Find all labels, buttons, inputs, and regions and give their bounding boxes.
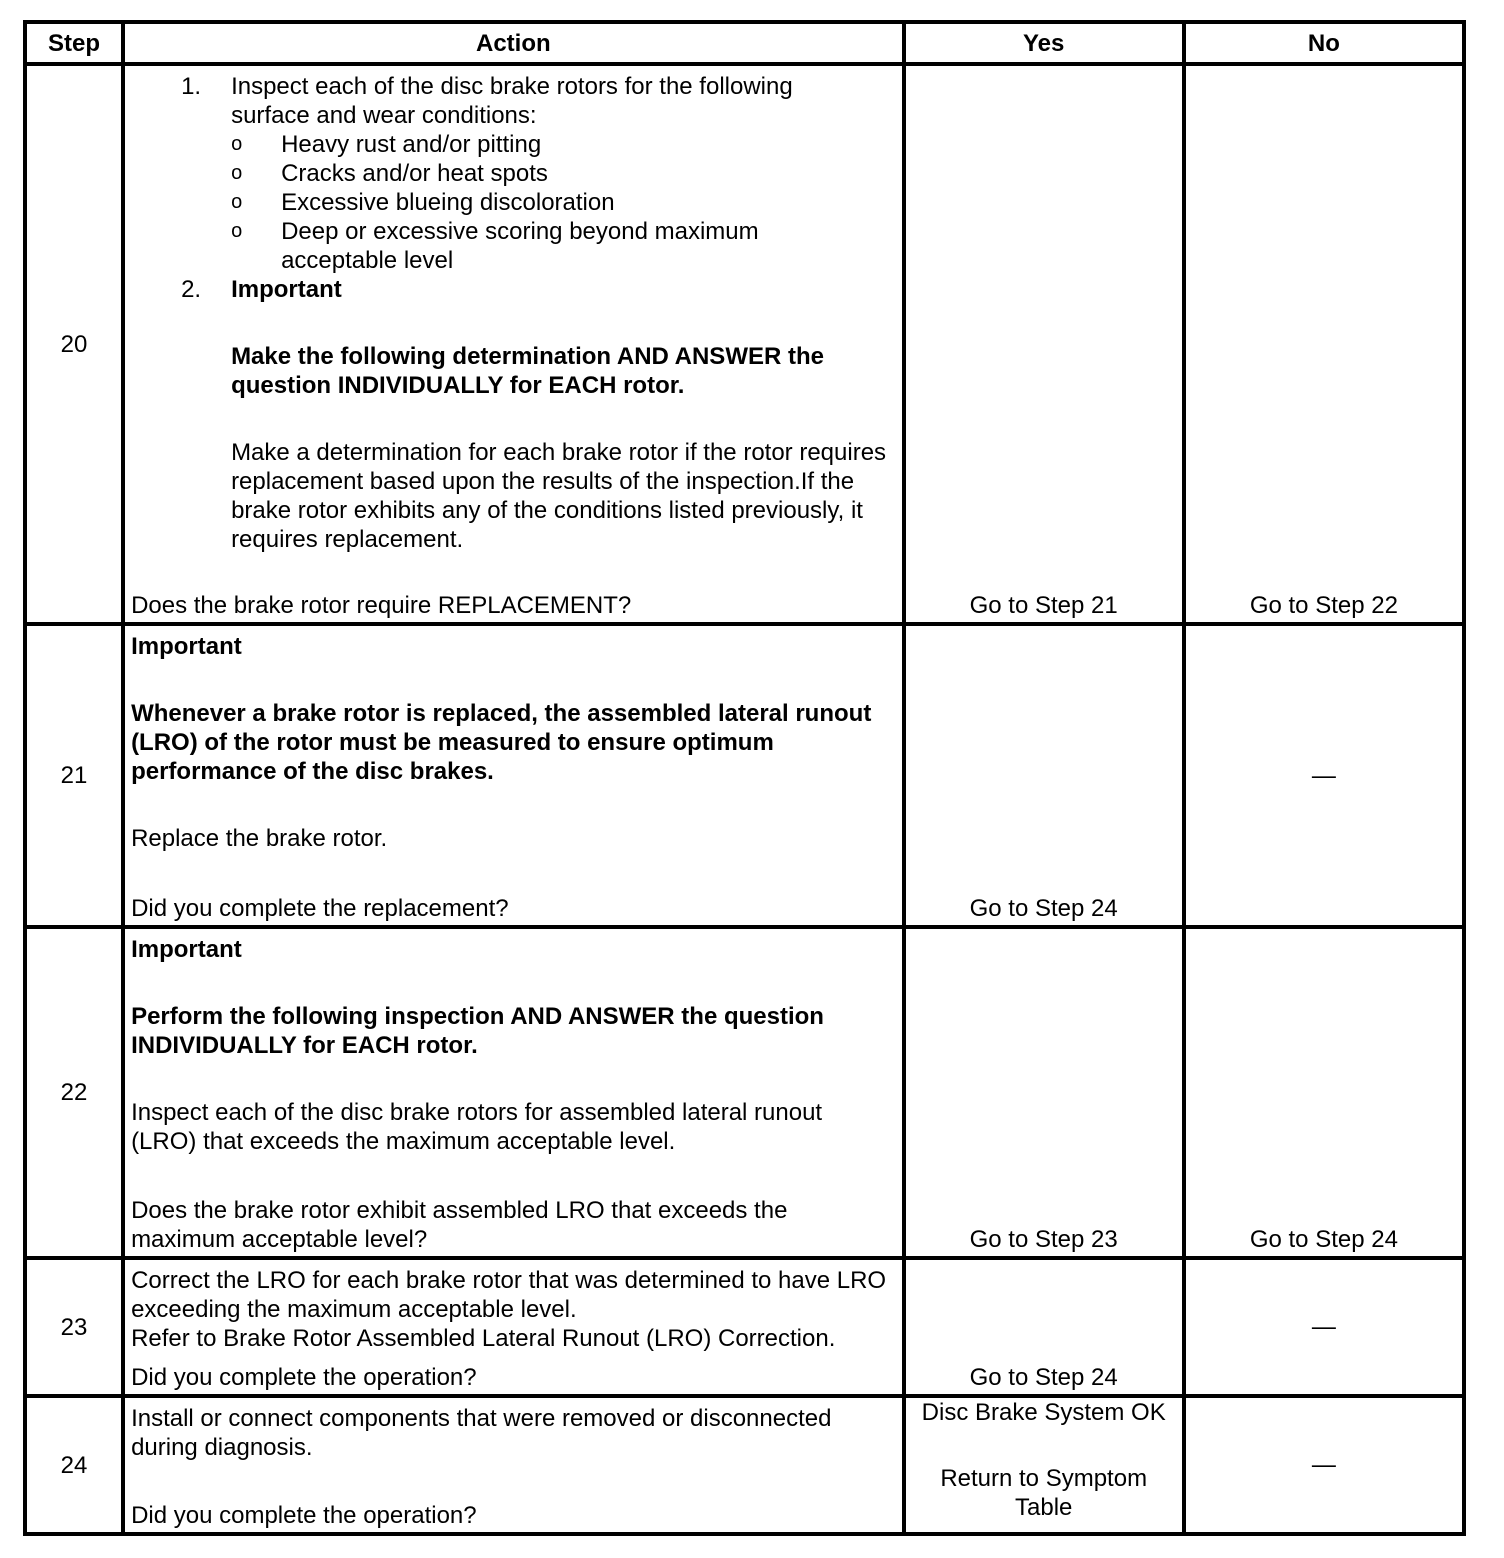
list-number: 1. — [181, 73, 202, 100]
yes-cell — [904, 1396, 1184, 1534]
no-result: Go to Step 24 — [1249, 1226, 1398, 1253]
yes-cell — [904, 927, 1184, 1258]
no-result: — — [1311, 1313, 1336, 1341]
header-action: Action — [123, 22, 904, 64]
reference-text: Refer to Brake Rotor Assembled Lateral Runout (LRO) Correction. — [131, 1325, 836, 1352]
instruction-text: Replace the brake rotor. — [131, 825, 388, 852]
instruction-text: Install or connect components that were removed or disconnected during diagnosis. — [131, 1405, 832, 1461]
list-item — [181, 72, 892, 130]
no-cell — [1184, 64, 1464, 624]
question-text: Did you complete the replacement? — [131, 895, 509, 922]
instruction-text: Make a determination for each brake rotor if the rotor requires replacement based upon the results of the inspection.If the brake rotor exhibits any of the conditions listed previously, it requires replacement. — [231, 439, 887, 553]
list-item — [231, 217, 892, 275]
bullet-marker: o — [231, 162, 243, 184]
important-note: Whenever a brake rotor is replaced, the assembled lateral runout (LRO) of the rotor must be measured to ensure optimum performance of the disc brakes. — [131, 700, 872, 785]
no-cell — [1184, 624, 1464, 927]
header-step: Step — [25, 22, 123, 64]
step-number: 20 — [25, 64, 123, 624]
table-row — [25, 1258, 1464, 1396]
bullet-text: Heavy rust and/or pitting — [281, 131, 542, 158]
table-row — [25, 927, 1464, 1258]
question-text: Does the brake rotor require REPLACEMENT? — [131, 592, 632, 619]
list-item — [231, 159, 892, 188]
numbered-list — [131, 275, 892, 304]
diagnostic-table — [23, 20, 1466, 1536]
question-text: Did you complete the operation? — [131, 1502, 477, 1529]
bullet-text: Excessive blueing discoloration — [281, 189, 615, 216]
yes-result: Go to Step 21 — [969, 592, 1118, 619]
no-cell — [1184, 927, 1464, 1258]
yes-result: Go to Step 24 — [969, 1364, 1118, 1391]
header-yes: Yes — [904, 22, 1184, 64]
question-text: Did you complete the operation? — [131, 1364, 477, 1391]
action-cell — [123, 927, 904, 1258]
question-text: Does the brake rotor exhibit assembled LRO that exceeds the maximum acceptable level? — [131, 1197, 788, 1253]
important-label: Important — [231, 276, 342, 303]
yes-cell — [904, 624, 1184, 927]
yes-cell — [904, 64, 1184, 624]
important-note: Make the following determination AND ANSWER the question INDIVIDUALLY for EACH rotor. — [231, 343, 824, 399]
bullet-marker: o — [231, 220, 243, 242]
yes-result: Disc Brake System OK — [921, 1399, 1166, 1426]
no-result: — — [1311, 762, 1336, 789]
table-row — [25, 1396, 1464, 1534]
list-text: Inspect each of the disc brake rotors for the following surface and wear conditions: — [231, 73, 793, 129]
instruction-text: Correct the LRO for each brake rotor that was determined to have LRO exceeding the maximum acceptable level. — [131, 1267, 887, 1323]
bullet-marker: o — [231, 133, 243, 155]
list-item — [231, 130, 892, 159]
bullet-text: Cracks and/or heat spots — [281, 160, 548, 187]
no-result: Go to Step 22 — [1249, 592, 1398, 619]
action-cell — [123, 1396, 904, 1534]
list-number: 2. — [181, 276, 202, 303]
header-no: No — [1184, 22, 1464, 64]
step-number: 24 — [25, 1396, 123, 1534]
action-cell — [123, 1258, 904, 1396]
bullet-list — [131, 130, 892, 275]
bullet-marker: o — [231, 191, 243, 213]
action-cell — [123, 624, 904, 927]
list-item — [181, 275, 892, 304]
numbered-list — [131, 72, 892, 130]
instruction-text: Inspect each of the disc brake rotors for assembled lateral runout (LRO) that exceeds the maximum acceptable level. — [131, 1099, 823, 1155]
bullet-text: Deep or excessive scoring beyond maximum acceptable level — [281, 218, 759, 274]
yes-cell — [904, 1258, 1184, 1396]
no-cell — [1184, 1396, 1464, 1534]
yes-result: Go to Step 23 — [969, 1226, 1118, 1253]
important-label: Important — [131, 633, 242, 660]
step-number: 21 — [25, 624, 123, 927]
list-item — [231, 188, 892, 217]
yes-link-text: Return to Symptom Table — [940, 1465, 1148, 1521]
important-note: Perform the following inspection AND ANSWER the question INDIVIDUALLY for EACH rotor. — [131, 1003, 824, 1059]
table-row — [25, 64, 1464, 624]
step-number: 23 — [25, 1258, 123, 1396]
action-cell — [123, 64, 904, 624]
header-row — [25, 22, 1464, 64]
table-row — [25, 624, 1464, 927]
no-result: — — [1311, 1451, 1336, 1479]
important-label: Important — [131, 936, 242, 963]
yes-result: Go to Step 24 — [969, 895, 1118, 922]
no-cell — [1184, 1258, 1464, 1396]
step-number: 22 — [25, 927, 123, 1258]
